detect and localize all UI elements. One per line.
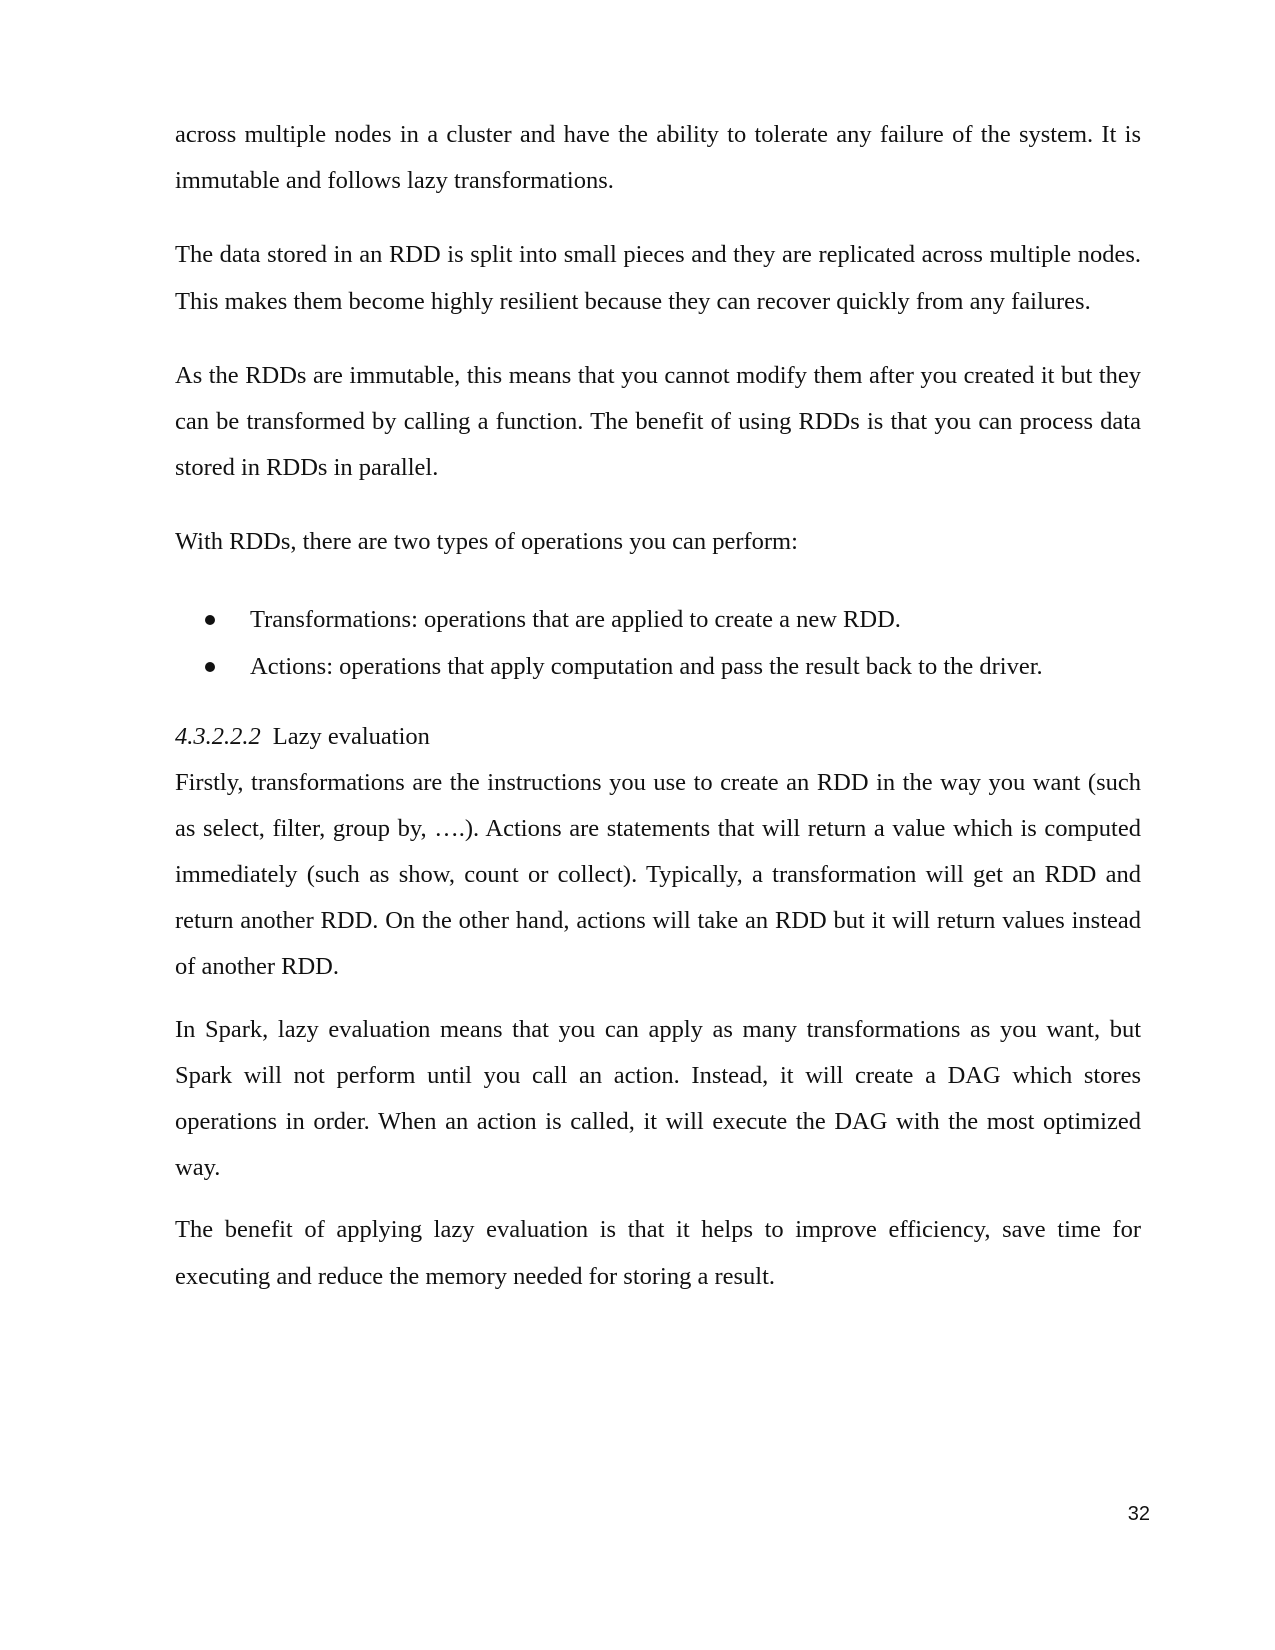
paragraph: In Spark, lazy evaluation means that you can apply as many transformations as you want, but Spark will not perform until you call an action. Instead, it will create a DAG which stores operations in order. When an action is called, it will execute the DAG with the most optimized way. [175,1015,1141,1182]
bullet-text: operations that apply computation and pass the result back to the driver. [333,652,1043,680]
paragraph: The benefit of applying lazy evaluation is that it helps to improve efficiency, save time for executing and reduce the memory needed for storing a result. [175,1216,1141,1290]
bullet-icon [205,615,215,625]
operations-list [175,596,1141,690]
section-heading [175,714,1141,760]
list-item [175,596,1141,643]
list-item [175,643,1141,690]
bullet-term: Actions: [250,652,334,680]
bullet-text: operations that are applied to create a new RDD. [417,605,901,633]
page-number: 32 [1127,1503,1150,1525]
section-title: Lazy evaluation [272,722,430,750]
bullet-term: Transformations: [250,605,418,633]
paragraph: The data stored in an RDD is split into small pieces and they are replicated across multiple nodes. This makes them become highly resilient because they can recover quickly from any failures. [175,241,1141,315]
paragraph: Firstly, transformations are the instructions you use to create an RDD in the way you want (such as select, filter, group by, ….). Actions are statements that will return a value which is computed immediately (such as show, count or collect). Typically, a transformation will get an RDD and return another RDD. On the other hand, actions will take an RDD but it will return values instead of another RDD. [175,768,1141,981]
paragraph: As the RDDs are immutable, this means that you cannot modify them after you created it but they can be transformed by calling a function. The benefit of using RDDs is that you can process data stored in RDDs in parallel. [175,361,1141,482]
paragraph: With RDDs, there are two types of operations you can perform: [175,528,798,556]
body-text [175,112,1141,1300]
bullet-icon [205,662,215,672]
paragraph: across multiple nodes in a cluster and have the ability to tolerate any failure of the system. It is immutable and follows lazy transformations. [175,121,1141,195]
section-number: 4.3.2.2.2 [175,722,261,750]
